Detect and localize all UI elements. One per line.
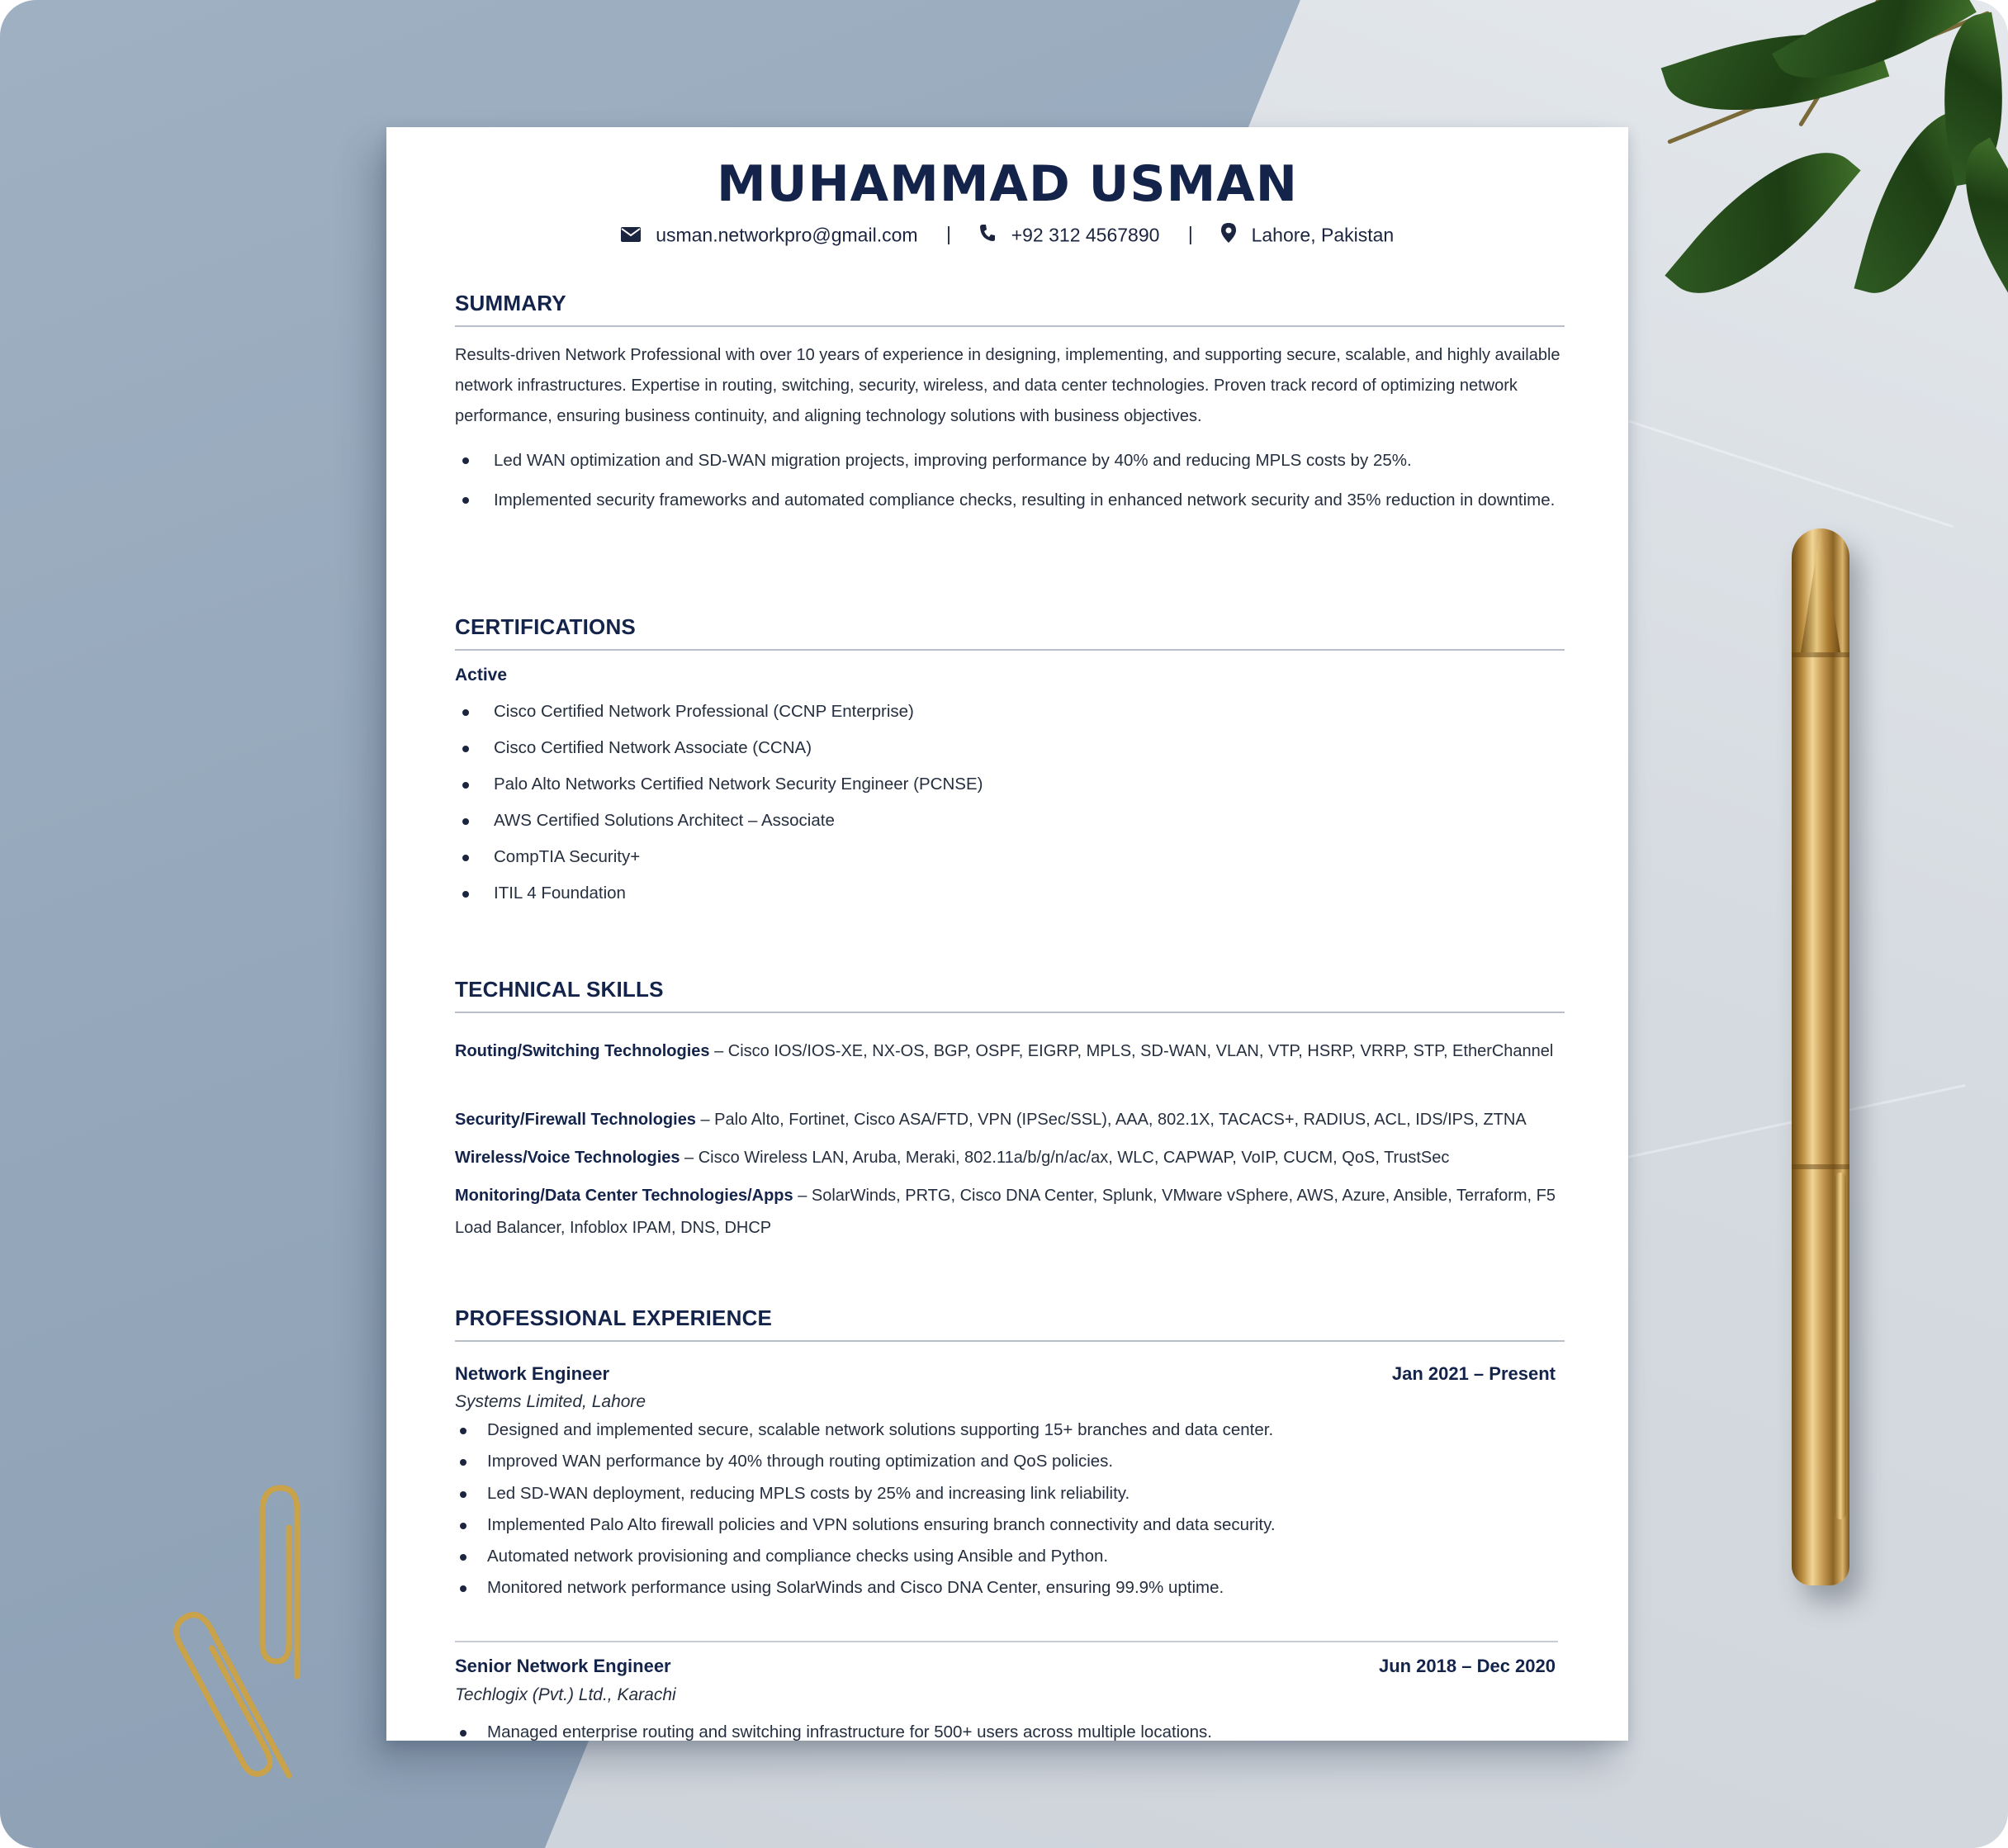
- section-divider: [455, 649, 1565, 651]
- list-item: Cisco Certified Network Professional (CCNP Enterprise): [455, 694, 1570, 730]
- resume-page: [386, 127, 1628, 1741]
- summary-paragraph: Results-driven Network Professional with over 10 years of experience in designing, implementing, and supporting secure, scalable, and highly available network infrastructures. Expertise in routing, switching, security, wireless, and data center technologies. Proven track record of optimizing network performance, ensuring business continuity, and aligning technology solutions with business objectives.: [455, 346, 1560, 425]
- section-divider: [455, 1340, 1565, 1342]
- job-dates: Jan 2021 – Present: [1391, 1363, 1556, 1384]
- certifications-list: [455, 694, 1570, 912]
- email-text[interactable]: usman.networkpro@gmail.com: [656, 224, 918, 246]
- list-item: Improved WAN performance by 40% through routing optimization and QoS policies.: [455, 1446, 1570, 1477]
- job-company: Techlogix (Pvt.) Ltd., Karachi: [455, 1685, 676, 1704]
- skill-line: [455, 1180, 1578, 1244]
- job-bullets: [455, 1414, 1570, 1604]
- list-item: Led WAN optimization and SD-WAN migration projects, improving performance by 40% and reducing MPLS costs by 25%.: [455, 445, 1570, 476]
- skills-heading: TECHNICAL SKILLS: [455, 977, 664, 1002]
- job-company: Systems Limited, Lahore: [455, 1392, 646, 1411]
- skill-label: Routing/Switching Technologies: [455, 1042, 710, 1060]
- summary-bullets: [455, 445, 1570, 524]
- job-dates: Jun 2018 – Dec 2020: [1378, 1656, 1556, 1676]
- list-item: Implemented Palo Alto firewall policies and VPN solutions ensuring branch connectivity and data security.: [455, 1509, 1570, 1541]
- phone-text[interactable]: +92 312 4567890: [1011, 224, 1160, 246]
- list-item: Automated network provisioning and compliance checks using Ansible and Python.: [455, 1541, 1570, 1572]
- list-item: AWS Certified Solutions Architect – Associate: [455, 803, 1570, 839]
- section-divider: [455, 325, 1565, 327]
- pen-ring: [1792, 652, 1849, 657]
- pen-clip: [1835, 1173, 1846, 1519]
- list-item: CompTIA Security+: [455, 839, 1570, 875]
- section-divider: [455, 1012, 1565, 1013]
- list-item: Palo Alto Networks Certified Network Security Engineer (PCNSE): [455, 766, 1570, 803]
- skill-line: [455, 1035, 1578, 1068]
- job-divider: [455, 1641, 1558, 1642]
- skill-line: [455, 1104, 1578, 1136]
- contact-line: [386, 223, 1628, 248]
- list-item: Cisco Certified Network Associate (CCNA): [455, 730, 1570, 766]
- contact-separator: |: [1187, 223, 1193, 245]
- list-item: Led SD-WAN deployment, reducing MPLS costs by 25% and increasing link reliability.: [455, 1478, 1570, 1509]
- list-item: Monitored network performance using SolarWinds and Cisco DNA Center, ensuring 99.9% uptime.: [455, 1572, 1570, 1604]
- skill-value: – Cisco Wireless LAN, Aruba, Meraki, 802.11a/b/g/n/ac/ax, WLC, CAPWAP, VoIP, CUCM, QoS, TrustSec: [680, 1149, 1450, 1167]
- contact-separator: |: [945, 223, 951, 245]
- list-item: Designed and implemented secure, scalable network solutions supporting 15+ branches and data center.: [455, 1414, 1570, 1446]
- experience-heading: PROFESSIONAL EXPERIENCE: [455, 1305, 773, 1330]
- job-bullets: [455, 1717, 1570, 1741]
- skill-label: Security/Firewall Technologies: [455, 1111, 696, 1129]
- skill-label: Monitoring/Data Center Technologies/Apps: [455, 1187, 793, 1205]
- list-item: Managed enterprise routing and switching infrastructure for 500+ users across multiple locations.: [455, 1717, 1570, 1741]
- skill-value: – Palo Alto, Fortinet, Cisco ASA/FTD, VPN (IPSec/SSL), AAA, 802.1X, TACACS+, RADIUS, ACL, IDS/IPS, ZTNA: [695, 1111, 1527, 1129]
- map-pin-icon: [1221, 223, 1236, 248]
- location-text: Lahore, Pakistan: [1251, 224, 1395, 246]
- list-item: Implemented security frameworks and automated compliance checks, resulting in enhanced network security and 35% reduction in downtime.: [455, 485, 1570, 515]
- envelope-icon: [621, 225, 641, 247]
- pen-ring: [1792, 1164, 1849, 1169]
- summary-heading: SUMMARY: [455, 291, 566, 315]
- job-title: Senior Network Engineer: [455, 1656, 671, 1676]
- phone-icon: [979, 224, 996, 247]
- paper-clip: [248, 1478, 322, 1693]
- certifications-subheading: Active: [455, 666, 508, 685]
- skill-value: – SolarWinds, PRTG, Cisco DNA Center, Splunk, VMware vSphere, AWS, Azure, Ansible, Terraform, F5 Load Balancer, Infoblox IPAM, DNS, DHCP: [455, 1187, 1556, 1237]
- certifications-heading: CERTIFICATIONS: [455, 614, 636, 639]
- skill-label: Wireless/Voice Technologies: [455, 1149, 680, 1167]
- skill-line: [455, 1142, 1578, 1174]
- skill-value: – Cisco IOS/IOS-XE, NX-OS, BGP, OSPF, EIGRP, MPLS, SD-WAN, VLAN, VTP, HSRP, VRRP, STP, EtherChannel: [709, 1042, 1554, 1060]
- job-title: Network Engineer: [455, 1363, 610, 1384]
- list-item: ITIL 4 Foundation: [455, 875, 1570, 912]
- candidate-name: MUHAMMAD USMAN: [717, 155, 1298, 213]
